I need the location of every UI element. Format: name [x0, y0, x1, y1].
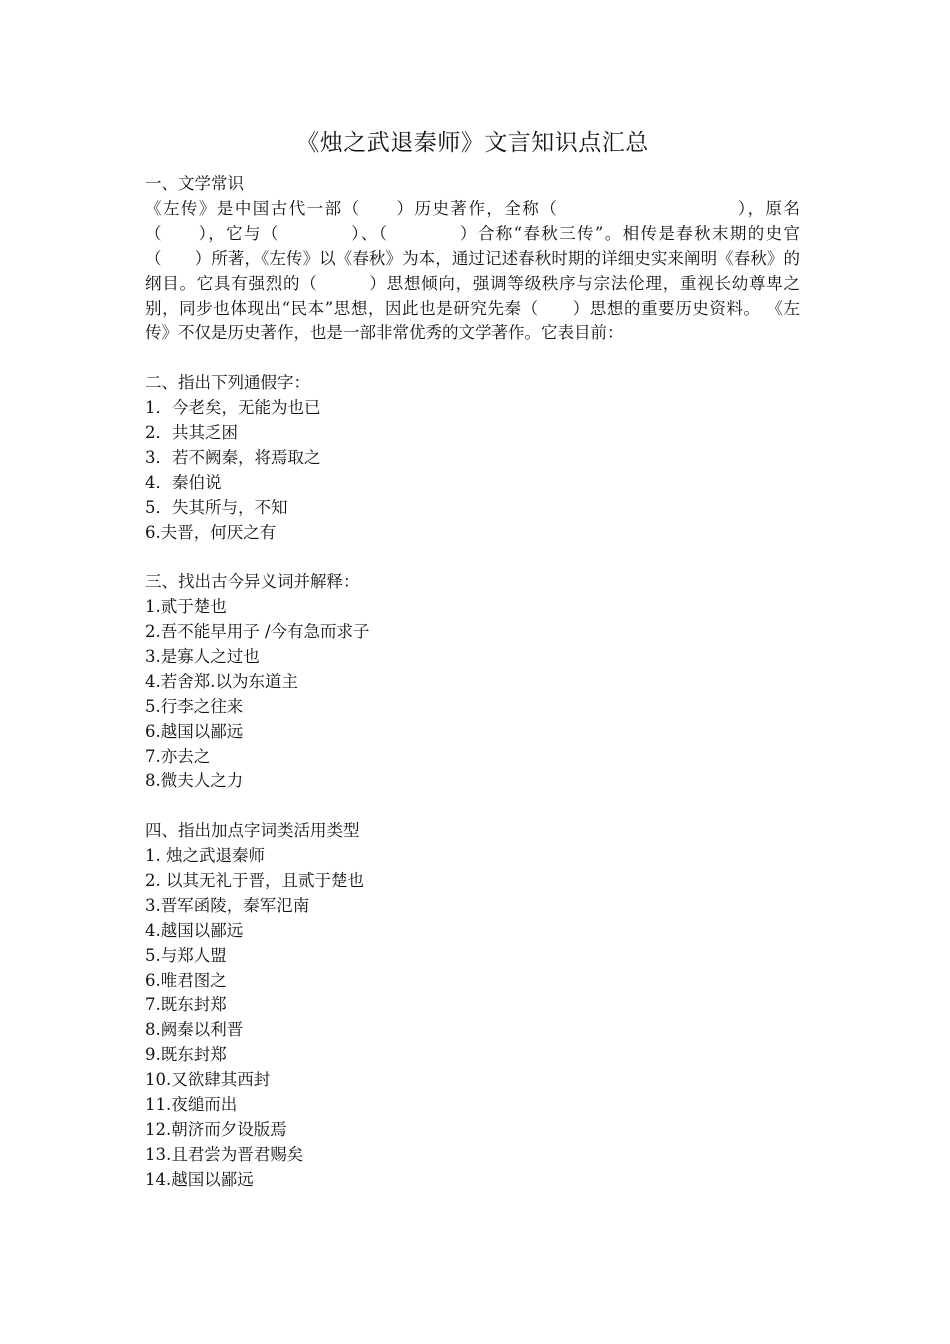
list-item: 5.行李之往来 — [145, 696, 244, 716]
list-item: 7.亦去之 — [145, 746, 211, 766]
list-item: 3.是寡人之过也 — [145, 647, 260, 667]
list-item: 8.微夫人之力 — [145, 771, 244, 791]
section-heading-literature: 一、文学常识 — [145, 174, 244, 193]
list-item: 2. 以其无礼于晋，且贰于楚也 — [145, 871, 364, 891]
section-heading-cilei-huoyong: 四、指出加点字词类活用类型 — [145, 821, 360, 841]
list-item: 4．秦伯说 — [145, 472, 222, 492]
cilei-huoyong-list — [145, 844, 800, 1192]
tongjiazi-list — [145, 396, 800, 545]
list-item: 1.贰于楚也 — [145, 597, 227, 617]
page-title: 《烛之武退秦师》文言知识点汇总 — [296, 130, 649, 156]
list-item: 8.阙秦以利晋 — [145, 1020, 244, 1040]
list-item: 1．今老矣，无能为也已 — [145, 398, 321, 418]
list-item: 1. 烛之武退秦师 — [145, 846, 265, 866]
list-item: 10.又欲肆其西封 — [145, 1070, 271, 1090]
list-item: 3．若不阙秦，将焉取之 — [145, 447, 321, 467]
document-page — [145, 128, 800, 1193]
list-item: 4.越国以鄙远 — [145, 920, 244, 940]
list-item: 2．共其乏困 — [145, 423, 238, 442]
gujin-yiyi-list — [145, 595, 800, 794]
list-item: 9.既东封郑 — [145, 1045, 227, 1065]
section-heading-tongjiazi: 二、指出下列通假字： — [145, 373, 310, 393]
list-item: 3.晋军函陵，秦军氾南 — [145, 895, 310, 915]
list-item: 12.朝济而夕设版焉 — [145, 1119, 287, 1139]
list-item: 4.若舍郑.以为东道主 — [145, 671, 298, 691]
list-item: 11.夜缒而出 — [145, 1095, 238, 1115]
list-item: 5．失其所与，不知 — [145, 497, 288, 517]
list-item: 6.越国以鄙远 — [145, 721, 244, 741]
literature-paragraph: 《左传》是中国古代一部（ ）历史著作，全称（ ），原名（ ），它与（ ）、（ ）合称“春秋三传”。相传是春秋末期的史官（ ）所著，《左传》以《春秋》为本，通过记述春秋时期的详细史实来阐明《春秋》的纲目。它具有强烈的（ ）思想倾向，强调等级秩序与宗法伦理，重视长幼尊卑之别，同步也体现出“民本”思想，因此也是研究先秦（ ）思想的重要历史资料。 《左传》不仅是历史著作，也是一部非常优秀的文学著作。它表目前： — [145, 198, 800, 343]
section-heading-gujin-yiyi: 三、找出古今异义词并解释： — [145, 572, 360, 592]
list-item: 13.且君尝为晋君赐矣 — [145, 1144, 304, 1164]
list-item: 2.吾不能早用子 /今有急而求子 — [145, 622, 370, 642]
spacer — [145, 545, 800, 570]
list-item: 14.越国以鄙远 — [145, 1169, 254, 1189]
spacer — [145, 346, 800, 371]
list-item: 6.唯君图之 — [145, 970, 227, 990]
list-item: 7.既东封郑 — [145, 995, 227, 1015]
list-item: 6.夫晋，何厌之有 — [145, 522, 277, 542]
spacer — [145, 794, 800, 819]
list-item: 5.与郑人盟 — [145, 945, 227, 965]
